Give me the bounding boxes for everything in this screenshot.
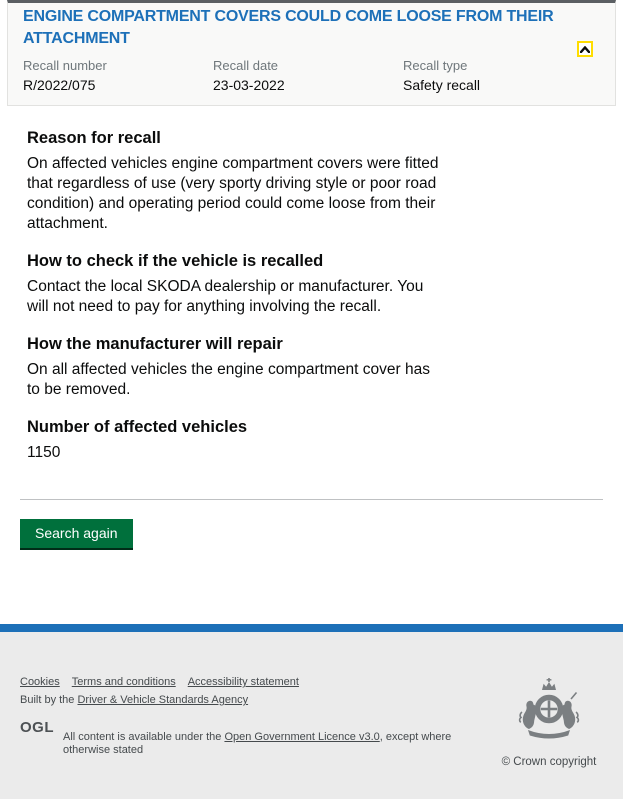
royal-coat-of-arms-icon [516,676,582,747]
recall-type-value: Safety recall [403,77,481,93]
footer-link-cookies[interactable]: Cookies [20,676,60,688]
chevron-up-icon [580,46,590,53]
page-footer [0,624,623,799]
ogl-licence-link[interactable]: Open Government Licence v3.0 [224,731,380,743]
section-heading: Reason for recall [27,129,161,147]
licence-suffix: , except where otherwise stated [63,731,452,756]
licence-text [63,731,463,757]
licence-row [20,720,493,768]
recall-details [20,127,603,548]
recall-type-label: Recall type [403,58,468,73]
crown-copyright: © Crown copyright [501,756,597,768]
recall-date-label: Recall date [213,58,279,73]
recall-number-field [23,59,213,93]
section-body: On affected vehicles engine compartment covers were fitted that regardless of use (very sporty driving style or poor road condition) and operating period could come loose from their attachment. [27,155,439,232]
recall-summary-fields [23,59,600,93]
footer-nav [20,676,493,689]
content-divider [20,499,603,500]
recall-title: ENGINE COMPARTMENT COVERS COULD COME LOOSE FROM THEIR ATTACHMENT [23,8,554,47]
recall-date-field [213,59,403,93]
collapse-section-button[interactable] [577,41,593,57]
section-affected-vehicles [20,416,603,463]
footer-accent-bar [0,624,623,632]
footer-link-terms[interactable]: Terms and conditions [71,676,176,688]
section-how-to-check [20,250,603,317]
section-heading: Number of affected vehicles [27,418,248,436]
built-by-line [20,694,493,707]
dvsa-link[interactable]: Driver & Vehicle Standards Agency [77,694,249,706]
section-heading: How to check if the vehicle is recalled [27,252,324,270]
ogl-logo-icon: OGL [20,719,54,736]
recall-date-value: 23-03-2022 [213,77,285,93]
recall-number-value: R/2022/075 [23,77,96,93]
recall-header-card [7,0,616,106]
footer-link-accessibility[interactable]: Accessibility statement [187,676,299,688]
recall-number-label: Recall number [23,58,107,73]
recall-type-field [403,59,593,93]
section-body: Contact the local SKODA dealership or manufacturer. You will not need to pay for anything involving the recall. [27,278,424,315]
section-how-repaired [20,333,603,400]
section-heading: How the manufacturer will repair [27,335,283,353]
section-body: 1150 [27,444,61,461]
section-body: On all affected vehicles the engine compartment cover has to be removed. [27,361,430,398]
section-reason-for-recall [20,127,603,234]
licence-prefix: All content is available under the [63,731,225,743]
search-again-button[interactable]: Search again [20,519,133,548]
built-by-prefix: Built by the [20,694,78,706]
